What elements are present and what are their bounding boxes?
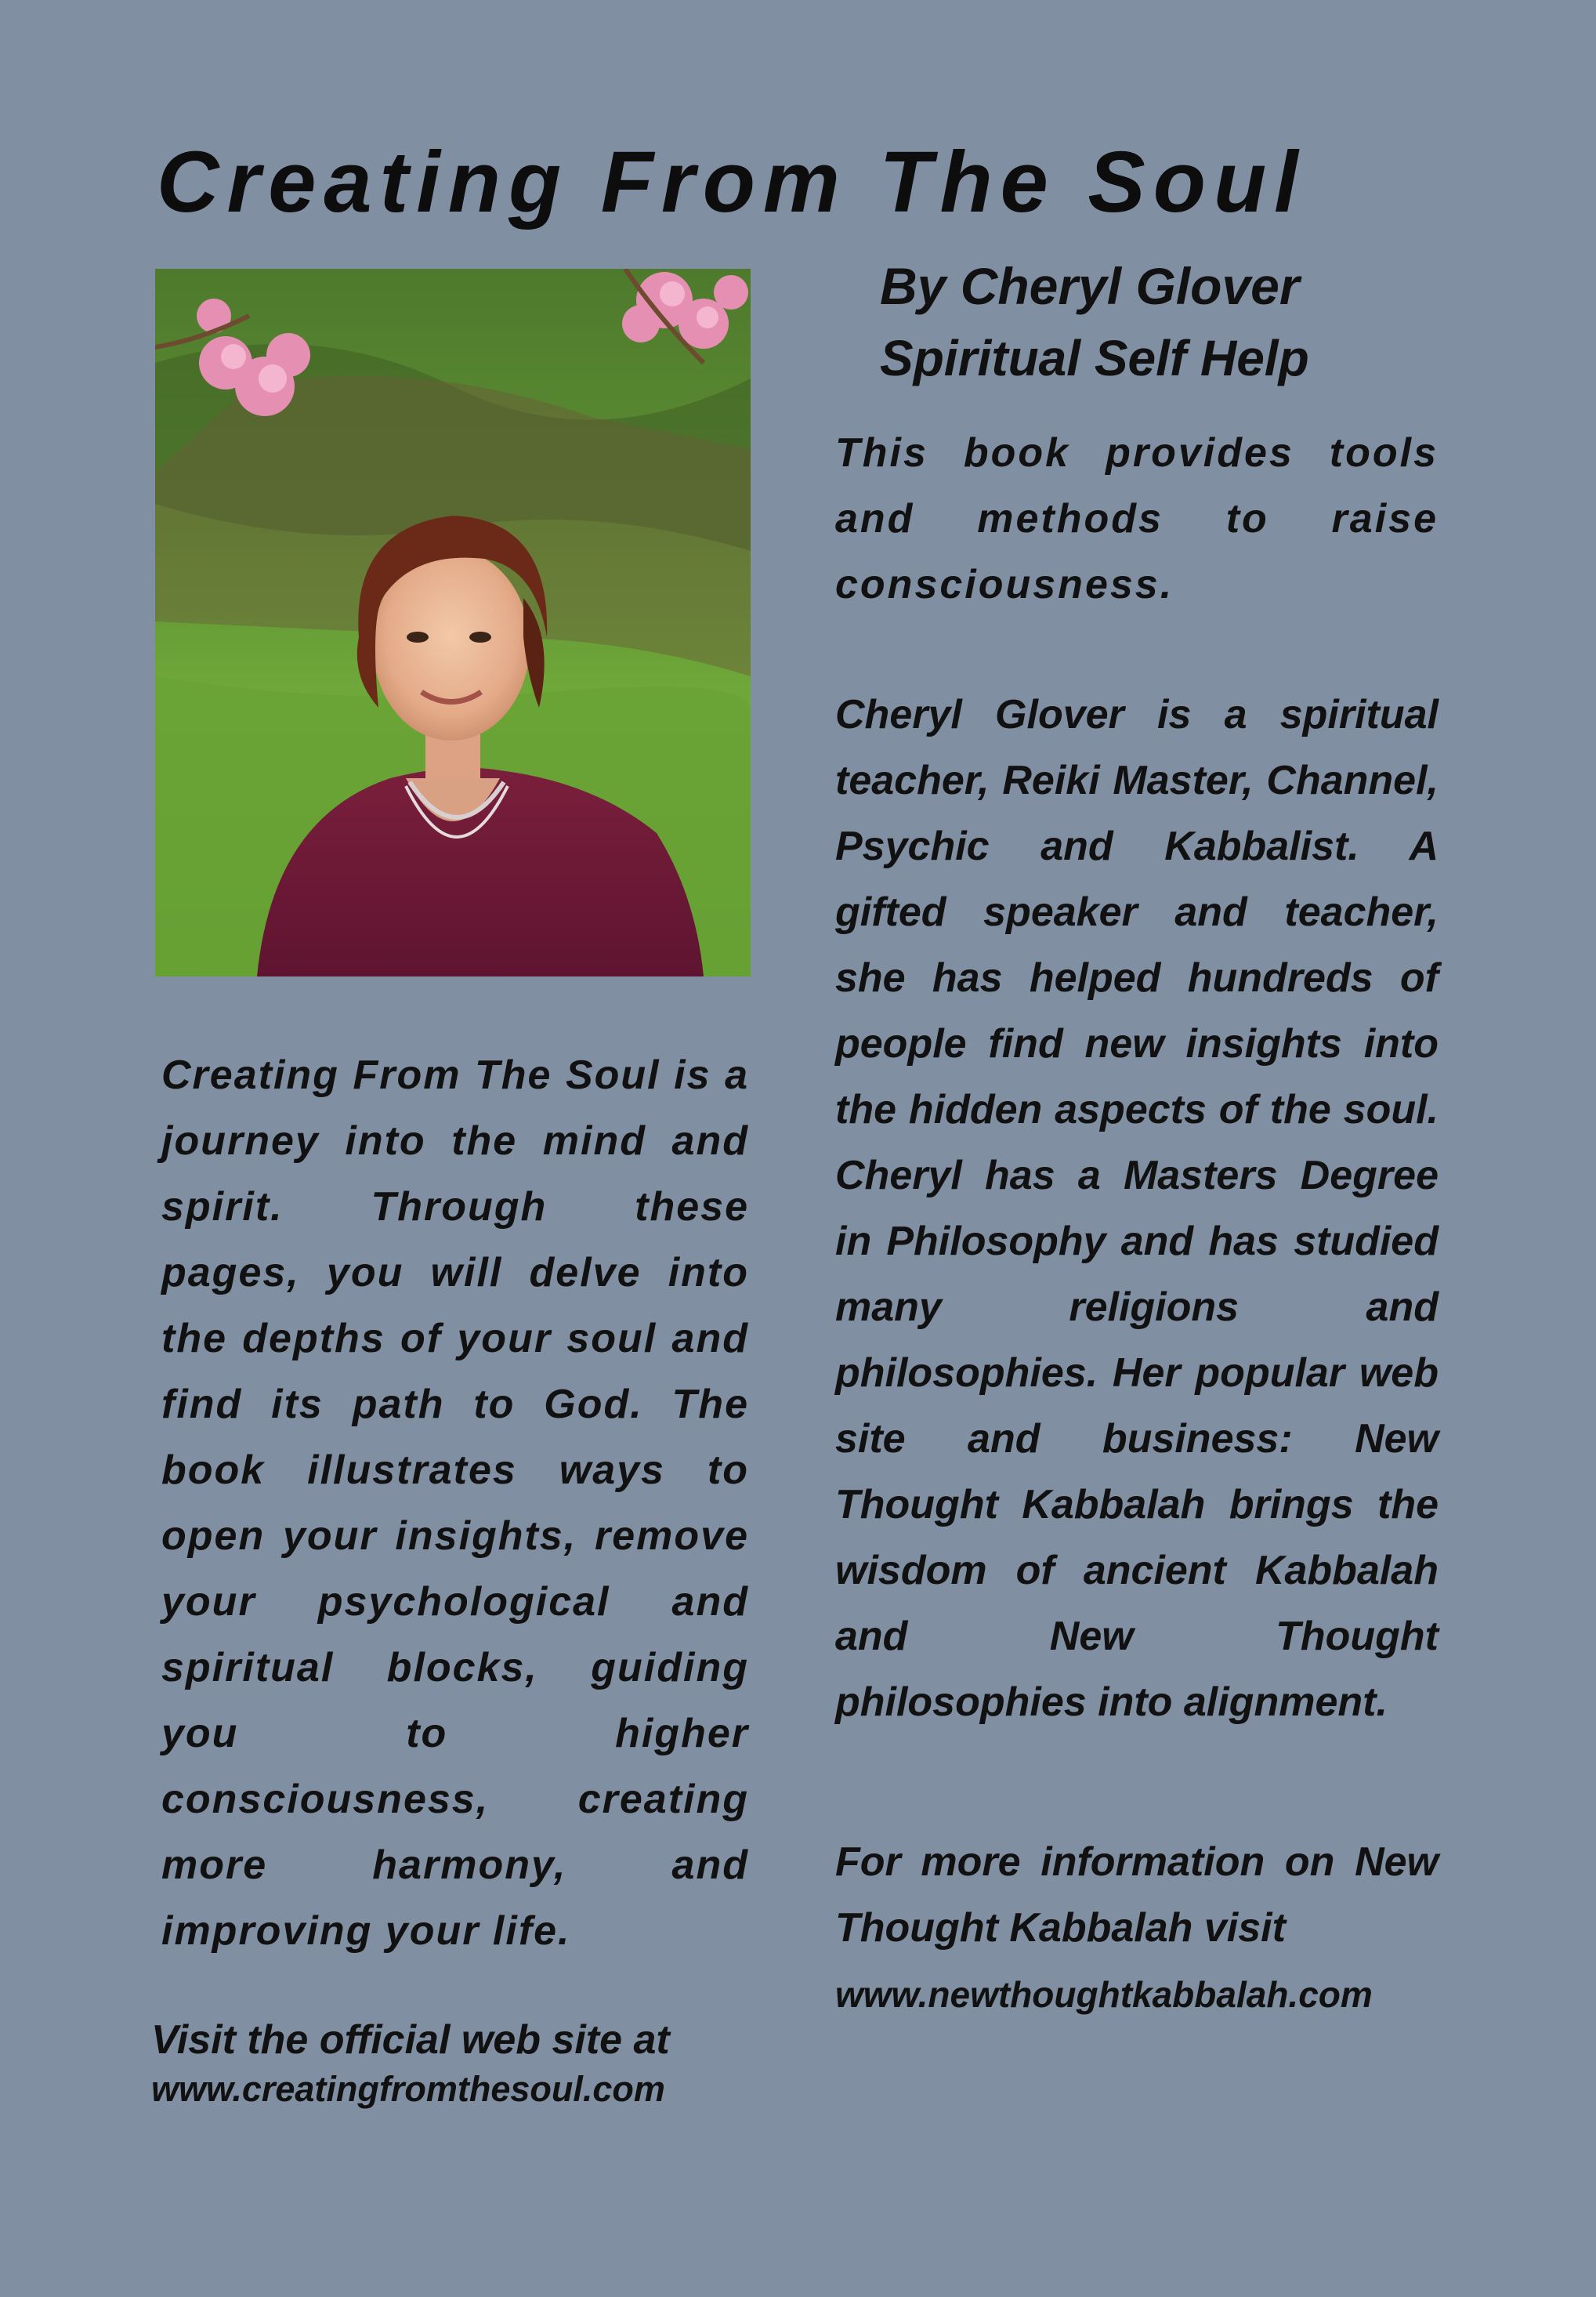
intro-paragraph: This book provides tools and methods to raise consciousness. [835, 430, 1439, 607]
book-description-paragraph: Creating From The Soul is a journey into the mind and spirit. Through these pages, you will delve into the depths of your soul and find its path to God. The book illustrates ways to open your insights, remove your psychological and spiritual blocks, guiding you to higher consciousness, creating more harmony, and improving your life. [161, 1052, 749, 1954]
author-photo [155, 269, 751, 976]
author-byline: By Cheryl Glover [880, 257, 1300, 315]
kabbalah-site-link[interactable]: www.newthoughtkabbalah.com [835, 1974, 1373, 2015]
official-site-link[interactable]: www.creatingfromthesoul.com [151, 2069, 665, 2109]
visit-site-text: Visit the official web site at [151, 2017, 670, 2063]
genre-label: Spiritual Self Help [880, 330, 1309, 386]
author-bio-paragraph: Cheryl Glover is a spiritual teacher, Reiki Master, Channel, Psychic and Kabbalist. A gifted speaker and teacher, she has helped hundreds of people find new insights into the hidden aspects of the soul. Cheryl has a Masters Degree in Philosophy and has studied many religions and philosophies. Her popular web site and business: New Thought Kabbalah brings the wisdom of ancient Kabbalah and New Thought philosophies into alignment. [835, 692, 1439, 1725]
more-info-text: For more information on New Thought Kabbalah visit [835, 1839, 1439, 1951]
book-title: Creating From The Soul [157, 134, 1306, 230]
